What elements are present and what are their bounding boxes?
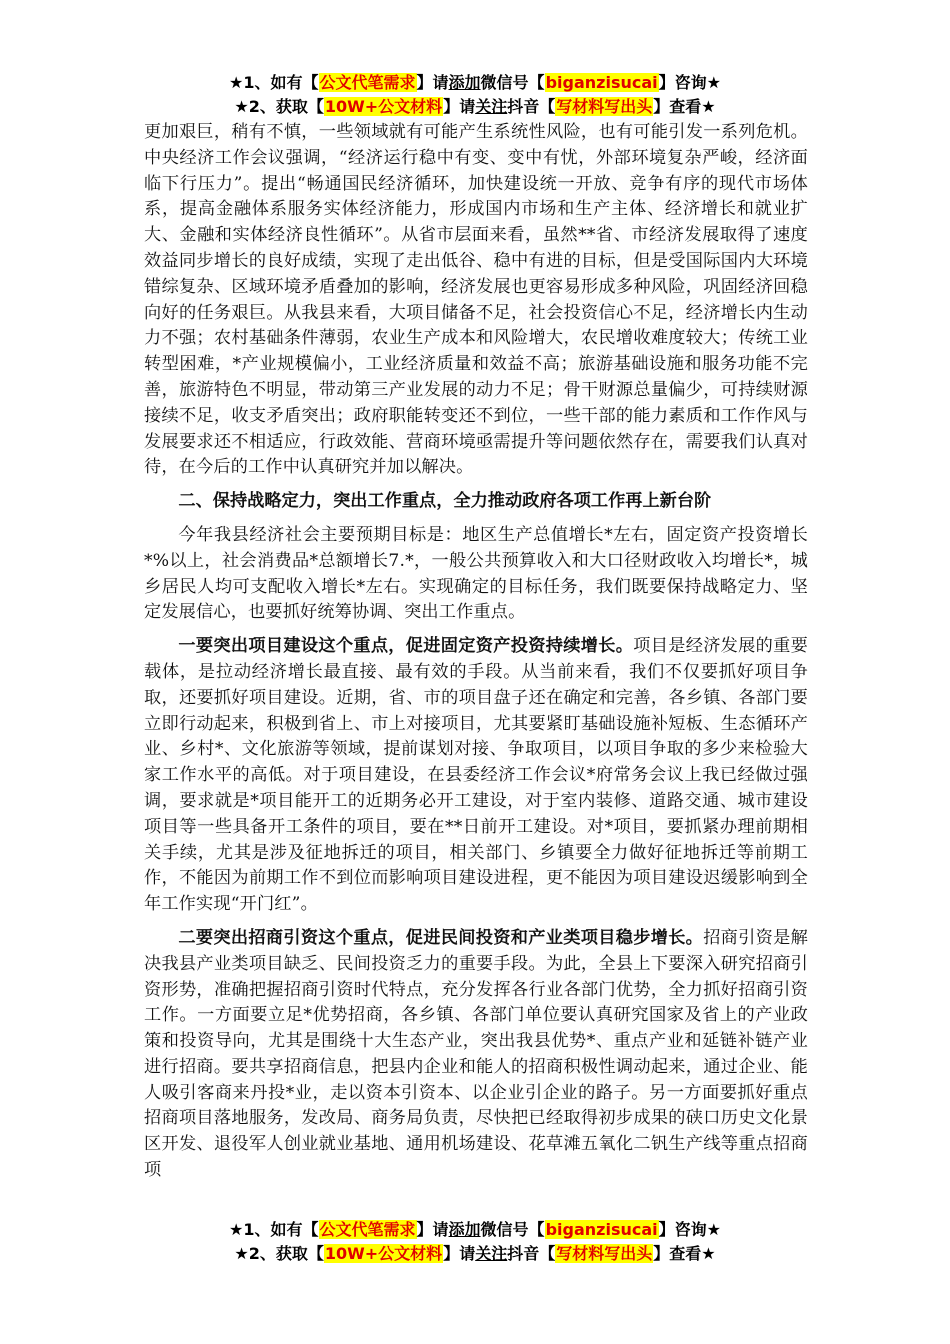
paragraph-lead: 一要突出项目建设这个重点，促进固定资产投资持续增长。: [178, 636, 634, 657]
banner-highlight: biganzisucai: [545, 1220, 658, 1239]
banner-highlight: 写材料写出头: [556, 1244, 653, 1263]
banner-text: 】请: [416, 1220, 449, 1239]
banner-text: 抖音【: [507, 97, 556, 116]
promo-banner-top-line2: [0, 95, 950, 119]
banner-highlight: biganzisucai: [545, 73, 658, 92]
banner-text: 】请: [443, 1244, 476, 1263]
banner-underlined: 关注: [475, 97, 508, 116]
paragraph-targets: 今年我县经济社会主要预期目标是：地区生产总值增长*左右，固定资产投资增长*%以上，社会消费品*总额增长7.*，一般公共预算收入和大口径财政收入均增长*，城乡居民人均可支配收入增长*左右。实现确定的目标任务，我们既要保持战略定力、坚定发展信心，也要抓好统筹协调、突出工作重点。: [144, 524, 808, 623]
banner-text: 微信号【: [480, 73, 545, 92]
banner-underlined: 关注: [475, 1244, 508, 1263]
banner-text: 】查看★: [653, 1244, 716, 1263]
banner-text: 】请: [443, 97, 476, 116]
banner-text: 】请: [416, 73, 449, 92]
banner-highlight: 公文代笔需求: [319, 1220, 416, 1239]
paragraph-risk-analysis: 更加艰巨，稍有不慎，一些领域就有可能产生系统性风险，也有可能引发一系列危机。中央经济工作会议强调，“经济运行稳中有变、变中有忧，外部环境复杂严峻，经济面临下行压力”。提出“畅通国民经济循环，加快建设统一开放、竞争有序的现代市场体系，提高金融体系服务实体经济能力，形成国内市场和生产主体、经济增长和就业扩大、金融和实体经济良性循环”。从省市层面来看，虽然**省、市经济发展取得了速度效益同步增长的良好成绩，实现了走出低谷、稳中有进的目标，但是受国际国内大环境错综复杂、区域环境矛盾叠加的影响，经济发展也更容易形成多种风险，巩固经济回稳向好的任务艰巨。从我县来看，大项目储备不足，社会投资信心不足，经济增长内生动力不强；农村基础条件薄弱，农业生产成本和风险增大，农民增收难度较大；传统工业转型困难，*产业规模偏小，工业经济质量和效益不高；旅游基础设施和服务功能不完善，旅游特色不明显，带动第三产业发展的动力不足；骨干财源总量偏少，可持续财源接续不足，收支矛盾突出；政府职能转变还不到位，一些干部的能力素质和工作作风与发展要求还不相适应，行政效能、营商环境亟需提升等问题依然存在，需要我们认真对待，在今后的工作中认真研究并加以解决。: [144, 122, 808, 478]
banner-text: ★1、如有【: [229, 1220, 319, 1239]
paragraph-lead: 二要突出招商引资这个重点，促进民间投资和产业类项目稳步增长。: [178, 927, 704, 948]
banner-highlight: 10W+公文材料: [324, 97, 443, 116]
banner-underlined: 添加: [448, 73, 481, 92]
paragraph-text: 项目是经济发展的重要载体，是拉动经济增长最直接、最有效的手段。从当前来看，我们不仅要抓好项目争取，还要抓好项目建设。近期，省、市的项目盘子还在确定和完善，各乡镇、各部门要立即行动起来，积极到省上、市上对接项目，尤其要紧盯基础设施补短板、生态循环产业、乡村*、文化旅游等领域，提前谋划对接、争取项目，以项目争取的多少来检验大家工作水平的高低。对于项目建设，在县委经济工作会议*府常务会议上我已经做过强调，要求就是*项目能开工的近期务必开工建设，对于室内装修、道路交通、城市建设项目等一些具备开工条件的项目，要在**日前开工建设。对*项目，要抓紧办理前期相关手续，尤其是涉及征地拆迁的项目，相关部门、乡镇要全力做好征地拆迁等前期工作，不能因为前期工作不到位而影响项目建设进程，更不能因为项目建设迟缓影响到全年工作实现“开门红”。: [144, 636, 808, 915]
banner-text: ★2、获取【: [234, 1244, 324, 1263]
banner-text: 微信号【: [480, 1220, 545, 1239]
banner-highlight: 公文代笔需求: [319, 73, 416, 92]
banner-text: 】咨询★: [658, 1220, 721, 1239]
promo-banner-top-line1: [0, 71, 950, 95]
section-heading-2: 二、保持战略定力，突出工作重点，全力推动政府各项工作再上新台阶: [178, 491, 712, 512]
banner-text: 抖音【: [507, 1244, 556, 1263]
paragraph-project-construction: [144, 634, 808, 918]
document-body: [144, 120, 808, 1184]
banner-text: 】查看★: [653, 97, 716, 116]
promo-banner-bottom-line2: [0, 1242, 950, 1266]
banner-text: ★2、获取【: [234, 97, 324, 116]
paragraph-investment-attraction: [144, 926, 808, 1184]
banner-highlight: 10W+公文材料: [324, 1244, 443, 1263]
banner-text: 】咨询★: [658, 73, 721, 92]
banner-text: ★1、如有【: [229, 73, 319, 92]
paragraph-text: 招商引资是解决我县产业类项目缺乏、民间投资乏力的重要手段。为此，全县上下要深入研究招商引资形势，准确把握招商引资时代特点，充分发挥各行业各部门优势，全力抓好招商引资工作。一方面要立足*优势招商，各乡镇、各部门单位要认真研究国家及省上的产业政策和投资导向，尤其是围绕十大生态产业，突出我县优势*、重点产业和延链补链产业进行招商。要共享招商信息，把县内企业和能人的招商积极性调动起来，通过企业、能人吸引客商来丹投*业，走以资本引资本、以企业引企业的路子。另一方面要抓好重点招商项目落地服务，发改局、商务局负责，尽快把已经取得初步成果的硖口历史文化景区开发、退役军人创业就业基地、通用机场建设、花草滩五氧化二钒生产线等重点招商项: [144, 927, 808, 1181]
promo-banner-bottom-line1: [0, 1218, 950, 1242]
banner-underlined: 添加: [448, 1220, 481, 1239]
banner-highlight: 写材料写出头: [556, 97, 653, 116]
